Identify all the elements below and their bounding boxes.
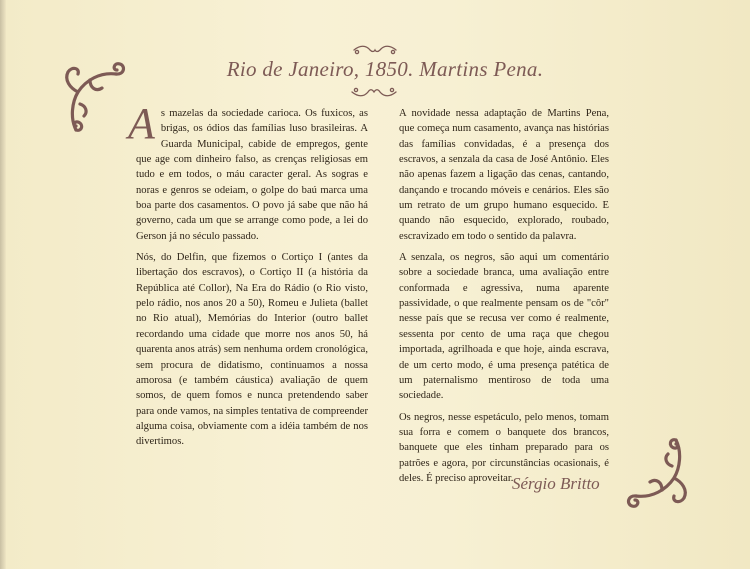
right-paragraph-1: A novidade nessa adaptação de Martins Pena, que começa num casamento, avança nas histórias das famílias convidadas, é a presença dos escravos, a senzala da casa de José Antônio. Eles não apenas fazem a ligação das cenas, cantando, dançando e trocando móveis e cenários. Eles são um retrato de um grupo humano esquecido. E quando não esquecido, explorado, roubado, escravizado em todo o sentido da palavra.: [399, 108, 609, 242]
right-column: [399, 106, 609, 492]
left-paragraph-2: Nós, do Delfin, que fizemos o Cortiço I (antes da libertação dos escravos), o Cortiço II (a história da República até Collor), Na Era do Rádio (o Rio visto, pelo rádio, nos anos 20 a 50), Romeu e Julieta (ballet no Rio atual), Memórias do Interior (outro ballet recordando uma cidade que morre nos anos 50, há quarenta anos atrás) sem nenhuma ordem cronológica, sem procura de didatismo, continuamos a nossa amorosa (e também cáustica) avaliação de quem somos, de quem fomos e nunca pretendendo saber para onde vamos, na simples tentativa de compreender alguma coisa, obviamente com a idéia também de nos divertimos.: [136, 252, 368, 448]
corner-flourish-bottom-right-icon: [620, 436, 692, 512]
flourish-under-title-icon: [350, 86, 398, 98]
page-edge: [0, 0, 6, 569]
corner-flourish-top-left-icon: [60, 58, 132, 134]
left-paragraph-1-text: s mazelas da sociedade carioca. Os fuxicos, as brigas, os ódios das famílias luso brasileiras. A Guarda Municipal, cabide de empregos, gente que age com dinheiro falso, as crenças religiosas em tudo e em todos, o máu caracter geral. As sogras e noras e genros se odeiam, o golpe do baú marca uma boa parte dos casamentos. O povo já sabe que não há governo, cada um que se arrange como pode, a lei do Gerson já no século passado.: [136, 108, 368, 242]
right-paragraph-2: A senzala, os negros, são aqui um comentário sobre a sociedade branca, uma avaliação entre conformada e agressiva, numa aparente passividade, o que realmente pensam os de "côr" nesse país que se recusa ver como é realmente, sessenta por cento de uma raça que chegou importada, agrilhoada e que hoje, ainda escrava, de um certo modo, é uma presença patética de um paternalismo mentiroso de toda uma sociedade.: [399, 252, 609, 402]
page-title: Rio de Janeiro, 1850. Martins Pena.: [226, 57, 544, 81]
drop-cap: A: [128, 99, 155, 148]
flourish-top-icon: [352, 44, 398, 56]
left-column: [128, 99, 368, 456]
signature: Sérgio Britto: [512, 474, 600, 493]
right-paragraph-3: Os negros, nesse espetáculo, pelo menos, tomam sua forra e comem o banquete dos brancos, banquete que eles tinham preparado para os patrões e agora, por circunstâncias ocasionais, é deles. É preciso aproveitar.: [399, 411, 609, 484]
left-paragraph-1: [128, 99, 368, 244]
